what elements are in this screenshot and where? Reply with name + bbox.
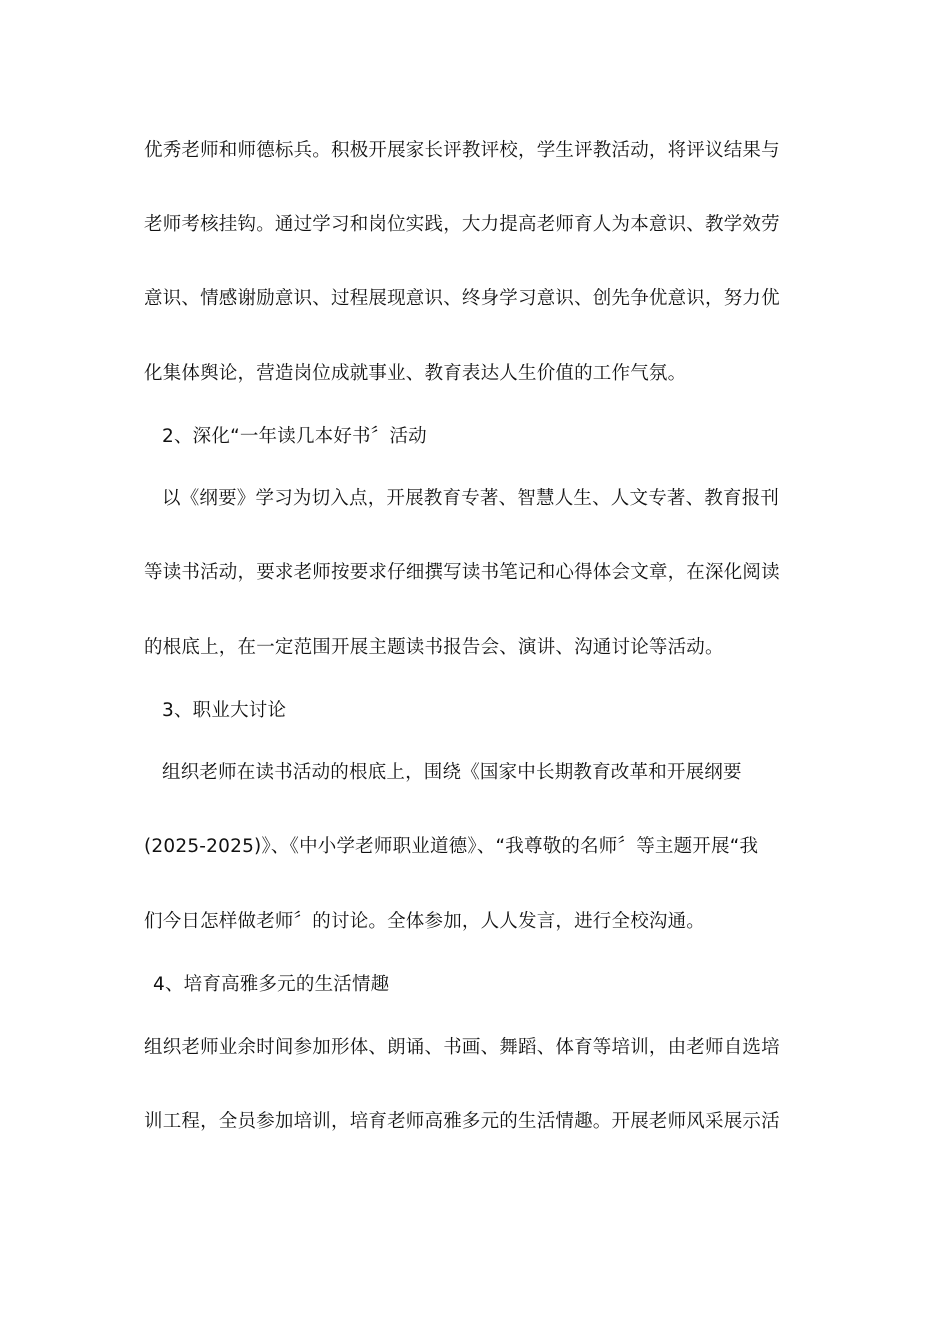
paragraph-line: 老师考核挂钩。通过学习和岗位实践，大力提高老师育人为本意识、教学效劳 [144,214,780,235]
section-heading: 3、职业大讨论 [162,700,287,721]
paragraph-line: (2025-2025)》、《中小学老师职业道德》、“我尊敬的名师〞等主题开展“我 [144,836,759,857]
paragraph-line: 意识、情感谢励意识、过程展现意识、终身学习意识、创先争优意识，努力优 [144,288,780,309]
paragraph-line: 组织老师业余时间参加形体、朗诵、书画、舞蹈、体育等培训，由老师自选培 [144,1037,780,1058]
paragraph-line: 以《纲要》学习为切入点，开展教育专著、智慧人生、人文专著、教育报刊 [162,488,780,509]
paragraph-line: 优秀老师和师德标兵。积极开展家长评教评校，学生评教活动，将评议结果与 [144,140,780,161]
paragraph-line: 们今日怎样做老师〞的讨论。全体参加，人人发言，进行全校沟通。 [144,911,706,932]
paragraph-line: 训工程，全员参加培训，培育老师高雅多元的生活情趣。开展老师风采展示活 [144,1111,780,1132]
paragraph-line: 等读书活动，要求老师按要求仔细撰写读书笔记和心得体会文章，在深化阅读 [144,562,780,583]
section-heading: 4、培育高雅多元的生活情趣 [153,974,390,995]
paragraph-line: 化集体舆论，营造岗位成就事业、教育表达人生价值的工作气氛。 [144,363,687,384]
paragraph-line: 组织老师在读书活动的根底上，围绕《国家中长期教育改革和开展纲要 [162,762,742,783]
paragraph-line: 的根底上，在一定范围开展主题读书报告会、演讲、沟通讨论等活动。 [144,637,724,658]
section-heading: 2、深化“一年读几本好书〞活动 [162,426,427,447]
